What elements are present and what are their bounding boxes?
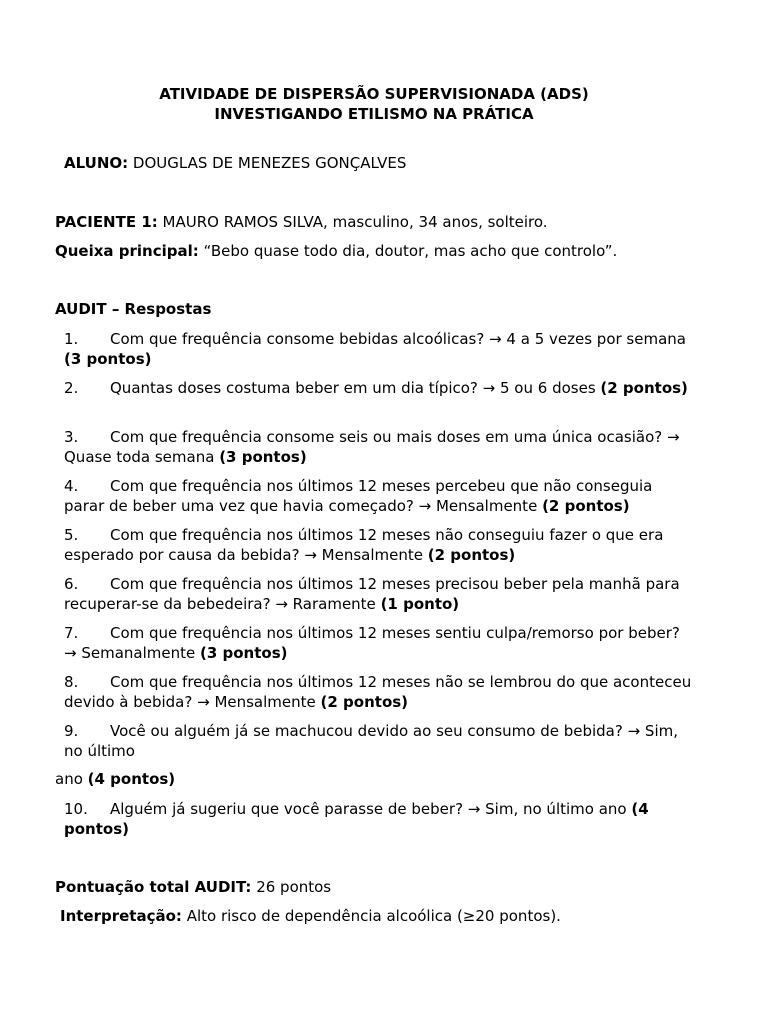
audit-score: (3 pontos): [200, 644, 288, 662]
audit-score: (4 pontos): [87, 770, 176, 788]
audit-score: (2 pontos): [542, 497, 630, 515]
audit-question: Com que frequência nos últimos 12 meses precisou beber pela manhã para recuperar-se da bebedeira? → Raramente: [64, 575, 680, 613]
audit-question: Com que frequência consome bebidas alcoólicas? → 4 a 5 vezes por semana: [110, 330, 686, 348]
interpretation-label: Interpretação:: [60, 907, 182, 925]
total-value: 26 pontos: [256, 878, 332, 896]
audit-item: 7. Com que frequência nos últimos 12 meses sentiu culpa/remorso por beber? → Semanalmente (3 pontos): [64, 624, 680, 662]
complaint-label: Queixa principal:: [55, 242, 199, 260]
audit-item-continuation: ano (4 pontos): [55, 770, 176, 788]
audit-score: (4 pontos): [64, 800, 649, 838]
complaint-line: [55, 241, 617, 261]
interpretation-line: [60, 906, 561, 926]
audit-score: (2 pontos): [320, 693, 409, 711]
audit-item: 2. Quantas doses costuma beber em um dia típico? → 5 ou 6 doses (2 pontos): [64, 379, 688, 397]
student-line: [64, 153, 406, 173]
audit-score: (2 pontos): [600, 379, 688, 397]
audit-item: 5. Com que frequência nos últimos 12 meses não conseguiu fazer o que era esperado por causa da bebida? → Mensalmente (2 pontos): [64, 526, 664, 564]
audit-score: (1 ponto): [380, 595, 460, 613]
audit-question: Alguém já sugeriu que você parasse de beber? → Sim, no último ano: [110, 800, 627, 818]
patient-line: [55, 212, 548, 232]
audit-score: (3 pontos): [64, 350, 152, 368]
patient-label: PACIENTE 1:: [55, 213, 158, 231]
document-title-line-2: INVESTIGANDO ETILISMO NA PRÁTICA: [214, 105, 534, 123]
audit-item: 4. Com que frequência nos últimos 12 meses percebeu que não conseguia parar de beber uma vez que havia começado? → Mensalmente (2 pontos): [64, 477, 653, 515]
audit-score: (2 pontos): [427, 546, 516, 564]
audit-item: 3. Com que frequência consome seis ou mais doses em uma única ocasião? → Quase toda semana (3 pontos): [64, 428, 680, 466]
student-label: ALUNO:: [64, 154, 129, 172]
document-title-line-1: ATIVIDADE DE DISPERSÃO SUPERVISIONADA (ADS): [159, 85, 589, 103]
audit-question: Com que frequência nos últimos 12 meses não conseguiu fazer o que era esperado por causa da bebida? → Mensalmente: [64, 526, 664, 564]
audit-item: 10. Alguém já sugeriu que você parasse de beber? → Sim, no último ano (4 pontos): [64, 800, 649, 838]
audit-score: (3 pontos): [219, 448, 307, 466]
audit-item: 9. Você ou alguém já se machucou devido ao seu consumo de bebida? → Sim, no último: [64, 722, 679, 760]
audit-heading: AUDIT – Respostas: [55, 300, 212, 318]
total-line: [55, 877, 331, 897]
audit-item: 8. Com que frequência nos últimos 12 meses não se lembrou do que aconteceu devido à bebida? → Mensalmente (2 pontos): [64, 673, 692, 711]
audit-question: Com que frequência nos últimos 12 meses sentiu culpa/remorso por beber? → Semanalmente: [64, 624, 680, 662]
audit-question: Com que frequência consome seis ou mais doses em uma única ocasião? → Quase toda semana: [64, 428, 680, 466]
patient-info: MAURO RAMOS SILVA, masculino, 34 anos, solteiro.: [162, 213, 548, 231]
audit-question: Quantas doses costuma beber em um dia típico? → 5 ou 6 doses: [110, 379, 596, 397]
audit-item: 1. Com que frequência consome bebidas alcoólicas? → 4 a 5 vezes por semana (3 pontos): [64, 330, 686, 368]
interpretation-value: Alto risco de dependência alcoólica (≥20 pontos).: [186, 907, 561, 925]
complaint-text: “Bebo quase todo dia, doutor, mas acho que controlo”.: [203, 242, 618, 260]
student-name: DOUGLAS DE MENEZES GONÇALVES: [132, 154, 407, 172]
audit-question: Você ou alguém já se machucou devido ao seu consumo de bebida? → Sim, no último: [64, 722, 679, 760]
audit-item: 6. Com que frequência nos últimos 12 meses precisou beber pela manhã para recuperar-se da bebedeira? → Raramente (1 ponto): [64, 575, 680, 613]
audit-question: Com que frequência nos últimos 12 meses não se lembrou do que aconteceu devido à bebida? → Mensalmente: [64, 673, 692, 711]
audit-question: Com que frequência nos últimos 12 meses percebeu que não conseguia parar de beber uma vez que havia começado? → Mensalmente: [64, 477, 653, 515]
total-label: Pontuação total AUDIT:: [55, 878, 252, 896]
